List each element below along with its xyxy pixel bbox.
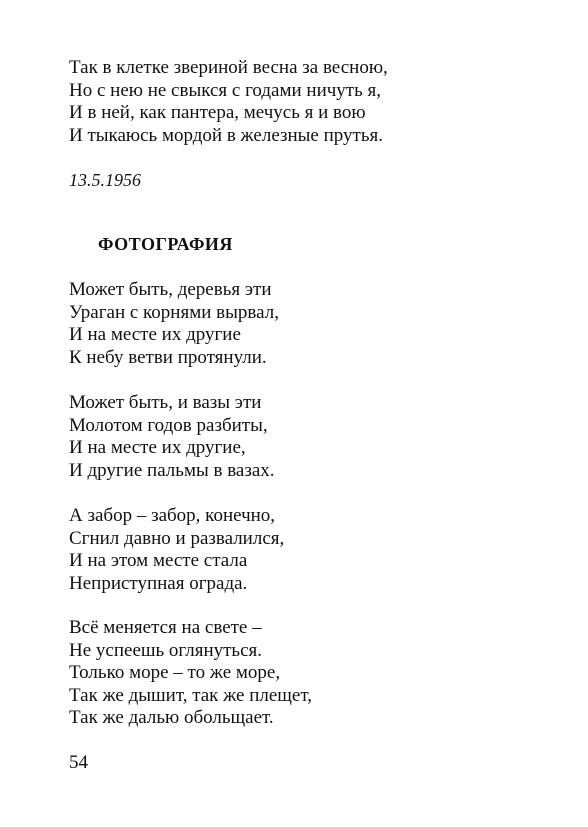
- poem-line: Неприступная ограда.: [69, 572, 248, 594]
- poem-line: Может быть, и вазы эти: [69, 392, 262, 413]
- poem-date: 13.5.1956: [69, 170, 141, 190]
- poem-stanza: [69, 505, 284, 595]
- poem-line: И другие пальмы в вазах.: [69, 459, 275, 481]
- poem-line: Может быть, деревья эти: [69, 279, 272, 300]
- poem-stanza: [69, 617, 312, 730]
- previous-poem-stanza: [69, 57, 388, 147]
- poem-line: Но с нею не свыкся с годами ничуть я,: [69, 79, 381, 101]
- poem-line: Так в клетке звериной весна за весною,: [69, 57, 388, 78]
- poem-line: Сгнил давно и развалился,: [69, 527, 285, 549]
- poem-line: И на месте их другие,: [69, 437, 246, 458]
- poem-line: И на месте их другие: [69, 324, 241, 345]
- poem-stanza: [69, 279, 279, 369]
- poem-line: И в ней, как пантера, мечусь я и вою: [69, 102, 366, 123]
- poem-line: Только море – то же море,: [69, 662, 281, 683]
- poem-line: Так же дышит, так же плещет,: [69, 684, 312, 706]
- poem-line: Ураган с корнями вырвал,: [69, 301, 279, 323]
- poem-line: К небу ветви протянули.: [69, 346, 267, 368]
- page-number: 54: [69, 752, 88, 773]
- poem-line: Не успеешь оглянуться.: [69, 639, 263, 661]
- poem-line: Так же далью обольщает.: [69, 707, 274, 728]
- poem-line: И на этом месте стала: [69, 550, 248, 571]
- poem-line: Всё меняется на свете –: [69, 617, 262, 638]
- poem-line: И тыкаюсь мордой в железные прутья.: [69, 124, 383, 146]
- poem-line: Молотом годов разбиты,: [69, 414, 268, 436]
- poem-line: А забор – забор, конечно,: [69, 505, 276, 526]
- poem-title: ФОТОГРАФИЯ: [98, 234, 233, 254]
- poem-stanza: [69, 392, 275, 482]
